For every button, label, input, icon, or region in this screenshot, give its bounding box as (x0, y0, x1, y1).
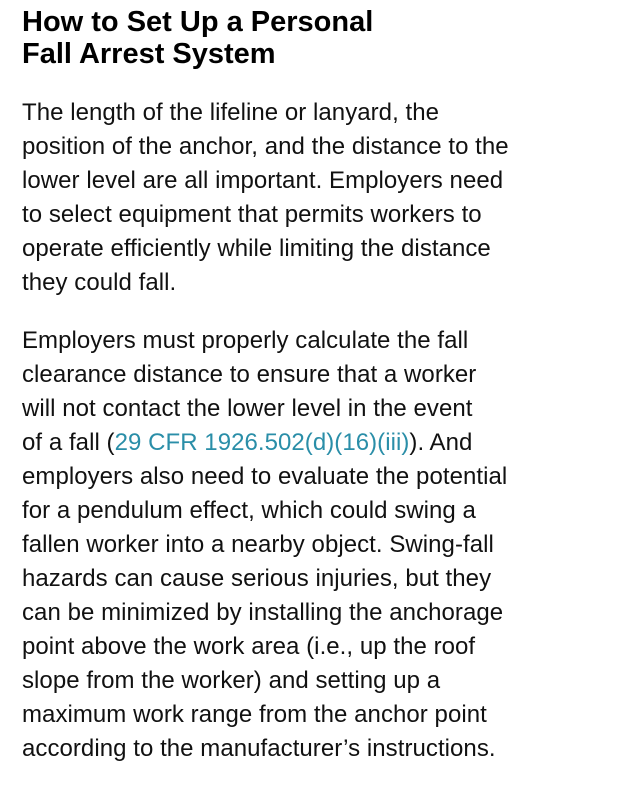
text-line-with-citation (22, 426, 612, 460)
text-line: can be minimized by installing the anchorage (22, 599, 504, 626)
text-line: they could fall. (22, 269, 177, 296)
text-line: clearance distance to ensure that a worker (22, 361, 477, 388)
text-line: Employers must properly calculate the fall (22, 327, 469, 354)
text-line: employers also need to evaluate the potential (22, 463, 508, 490)
text-line: point above the work area (i.e., up the roof (22, 633, 476, 660)
text-line: hazards can cause serious injuries, but they (22, 565, 492, 592)
text-line: position of the anchor, and the distance to the (22, 133, 509, 160)
text-line: operate efficiently while limiting the distance (22, 235, 491, 262)
page-title (22, 6, 612, 70)
text-line: will not contact the lower level in the event (22, 395, 473, 422)
title-line-2: Fall Arrest System (22, 38, 276, 70)
text-line: according to the manufacturer’s instructions. (22, 735, 496, 762)
citation-suffix: ). And (409, 429, 473, 456)
title-line-1: How to Set Up a Personal (22, 6, 374, 38)
document-page (22, 6, 612, 766)
text-line: fallen worker into a nearby object. Swing-fall (22, 531, 494, 558)
text-line: The length of the lifeline or lanyard, the (22, 99, 440, 126)
text-line: for a pendulum effect, which could swing a (22, 497, 476, 524)
text-line: lower level are all important. Employers need (22, 167, 504, 194)
cfr-citation-link[interactable]: 29 CFR 1926.502(d)(16)(iii) (114, 429, 410, 456)
paragraph-equipment (22, 96, 612, 300)
text-line: to select equipment that permits workers to (22, 201, 482, 228)
text-line: slope from the worker) and setting up a (22, 667, 441, 694)
text-line: maximum work range from the anchor point (22, 701, 487, 728)
paragraph-fall-clearance (22, 324, 612, 766)
citation-prefix: of a fall ( (22, 429, 115, 456)
